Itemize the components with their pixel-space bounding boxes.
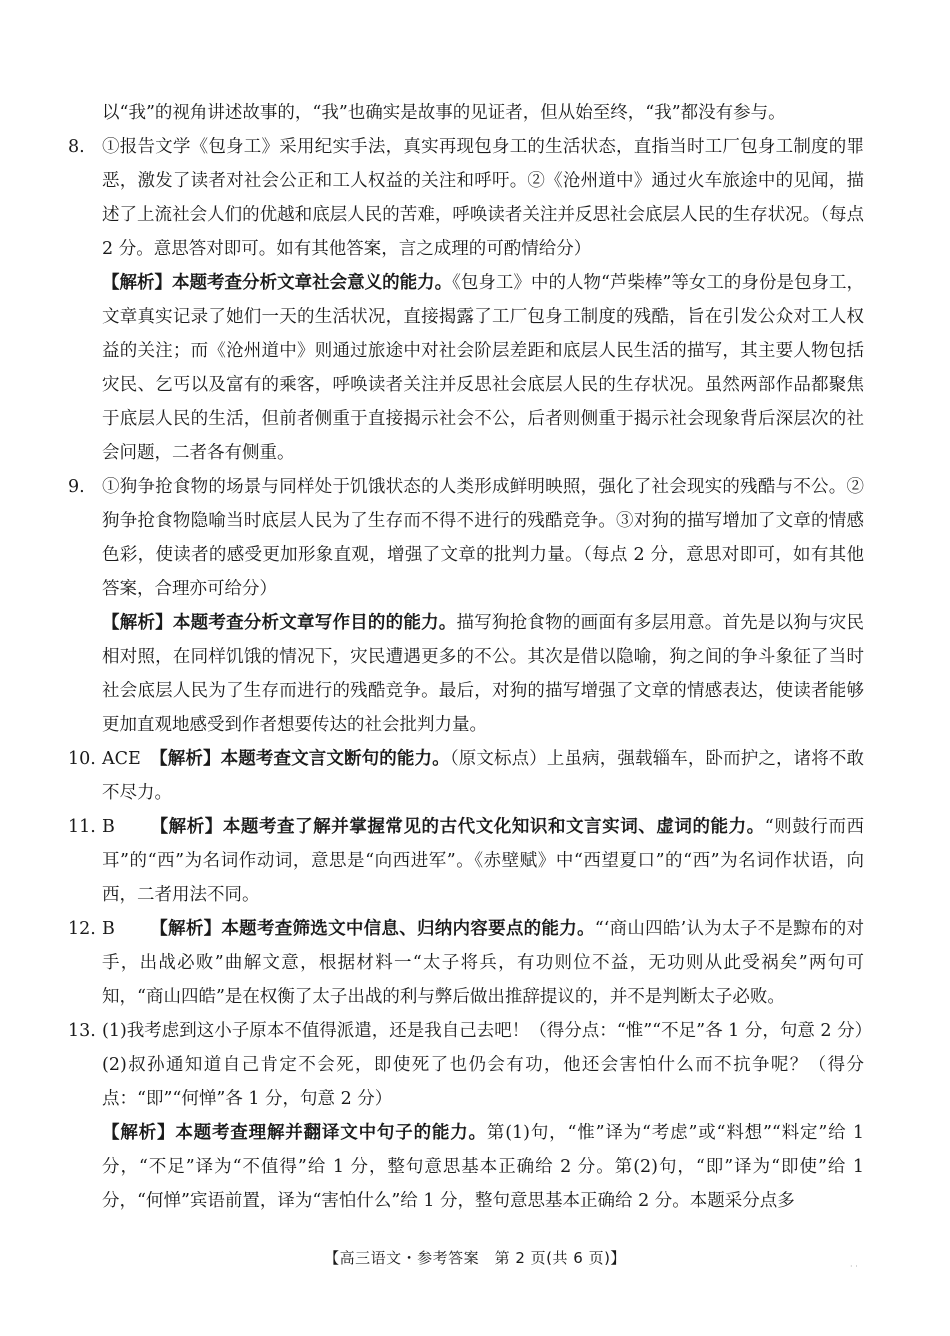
answer-text: ①报告文学《包身工》采用纪实手法，真实再现包身工的生活状态，直指当时工厂包身工制度的罪恶，激发了读者对社会公正和工人权益的关注和呼吁。②《沧州道中》通过火车旅途中的见闻，描述了上流社会人们的优越和底层人民的苦难，呼唤读者关注并反思社会底层人民的生存状况。（每点 2 分。意思答对即可。如有其他答案，言之成理的可酌情给分）: [102, 137, 864, 259]
analysis-lead: 本题考查理解并翻译文中句子的能力。: [175, 1123, 487, 1143]
translation-2: (2)叔孙通知道自己肯定不会死，即使死了也仍会有功，他还会害怕什么而不抗争呢？（得分点：“即”“何惮”各 1 分，句意 2 分）: [102, 1055, 864, 1109]
question-11: [68, 810, 865, 912]
question-number: 9.: [68, 477, 85, 497]
analysis-lead: 本题考查分析文章写作目的的能力。: [172, 613, 457, 633]
question-number: 8.: [68, 137, 85, 157]
analysis-tag: 【解析】: [150, 749, 221, 769]
analysis-body: “‘商山四皓’认为太子不是黥布的对手，出战必败”曲解文意，根据材料一“太子将兵，有功则位不益，无功则从此受祸矣”两句可知，“商山四皓”是在权衡了太子出战的利与弊后做出推辞提议的，并不是判断太子必败。: [102, 919, 865, 1007]
question-10: [68, 742, 865, 810]
analysis-body: “则鼓行而西耳”的“西”为名词作动词，意思是“向西进军”。《赤壁赋》中“西望夏口”的“西”为名词作状语，向西，二者用法不同。: [102, 817, 865, 905]
question-number: 10.: [68, 749, 96, 769]
analysis-lead: 本题考查文言文断句的能力。: [220, 749, 450, 769]
answer-choice: B: [102, 919, 115, 939]
analysis: [82, 742, 864, 810]
answer-content: [68, 96, 873, 1218]
analysis-lead: 本题考查分析文章社会意义的能力。: [172, 273, 453, 293]
q7-continuation: 以“我”的视角讲述故事的，“我”也确实是故事的见证者，但从始至终，“我”都没有参与。: [102, 103, 786, 123]
analysis: [82, 266, 864, 470]
analysis-body: 描写狗抢食物的画面有多层用意。首先是以狗与灾民相对照，在同样饥饿的情况下，灾民遭遇更多的不公。其次是借以隐喻，狗之间的争斗象征了当时社会底层人民为了生存而进行的残酷竞争。最后，对狗的描写增强了文章的情感表达，使读者能够更加直观地感受到作者想要传达的社会批判力量。: [102, 613, 865, 735]
page-footer: 【高三语文・参考答案 第 2 页(共 6 页)】: [324, 1249, 626, 1267]
corner-mark: · ·: [850, 1262, 858, 1271]
analysis-tag: 【解析】: [102, 1123, 176, 1143]
answer-choice: ACE: [102, 749, 141, 769]
analysis-body: 第(1)句，“惟”译为“考虑”或“料想”“料定”给 1 分，“不足”译为“不值得”给 1 分，整句意思基本正确给 2 分。第(2)句，“即”译为“即使”给 1 分，“何惮”宾语前置，译为“害怕什么”给 1 分，整句意思基本正确给 2 分。本题采分点多: [102, 1123, 864, 1211]
analysis: [82, 912, 864, 1014]
question-12: [68, 912, 865, 1014]
analysis: [82, 1116, 864, 1218]
question-number: 13.: [68, 1021, 96, 1041]
analysis-body: （原文标点）上虽病，强载辎车，卧而护之，诸将不敢不尽力。: [102, 749, 865, 803]
analysis: [82, 810, 864, 912]
answer-choice: B: [102, 817, 115, 837]
analysis-tag: 【解析】: [102, 613, 173, 633]
translation-1: (1)我考虑到这小子原本不值得派遣，还是我自己去吧！（得分点：“惟”“不足”各 1 分，句意 2 分）: [102, 1021, 873, 1041]
analysis: [82, 606, 864, 742]
analysis-tag: 【解析】: [150, 919, 222, 939]
question-number: 11.: [68, 817, 96, 837]
analysis-body: 《包身工》中的人物“芦柴棒”等女工的身份是包身工，文章真实记录了她们一天的生活状况，直接揭露了工厂包身工制度的残酷，旨在引发公众对工人权益的关注；而《沧州道中》则通过旅途中对社会阶层差距和底层人民生活的描写，其主要人物包括灾民、乞丐以及富有的乘客，呼唤读者关注并反思社会底层人民的生存状况。虽然两部作品都聚焦于底层人民的生活，但前者侧重于直接揭示社会不公，后者则侧重于揭示社会现象背后深层次的社会问题，二者各有侧重。: [102, 273, 864, 463]
analysis-lead: 本题考查筛选文中信息、归纳内容要点的能力。: [221, 919, 595, 939]
question-8: [68, 130, 864, 470]
analysis-tag: 【解析】: [102, 273, 173, 293]
analysis-lead: 本题考查了解并掌握常见的古代文化知识和文言实词、虚词的能力。: [222, 817, 765, 837]
question-9: [68, 470, 865, 742]
question-number: 12.: [68, 919, 96, 939]
analysis-tag: 【解析】: [150, 817, 223, 837]
question-13: [68, 1014, 873, 1218]
answer-text: ①狗争抢食物的场景与同样处于饥饿状态的人类形成鲜明映照，强化了社会现实的残酷与不公。②狗争抢食物隐喻当时底层人民为了生存而不得不进行的残酷竞争。③对狗的描写增加了文章的情感色彩，使读者的感受更加形象直观，增强了文章的批判力量。（每点 2 分，意思对即可，如有其他答案，合理亦可给分）: [102, 477, 864, 599]
